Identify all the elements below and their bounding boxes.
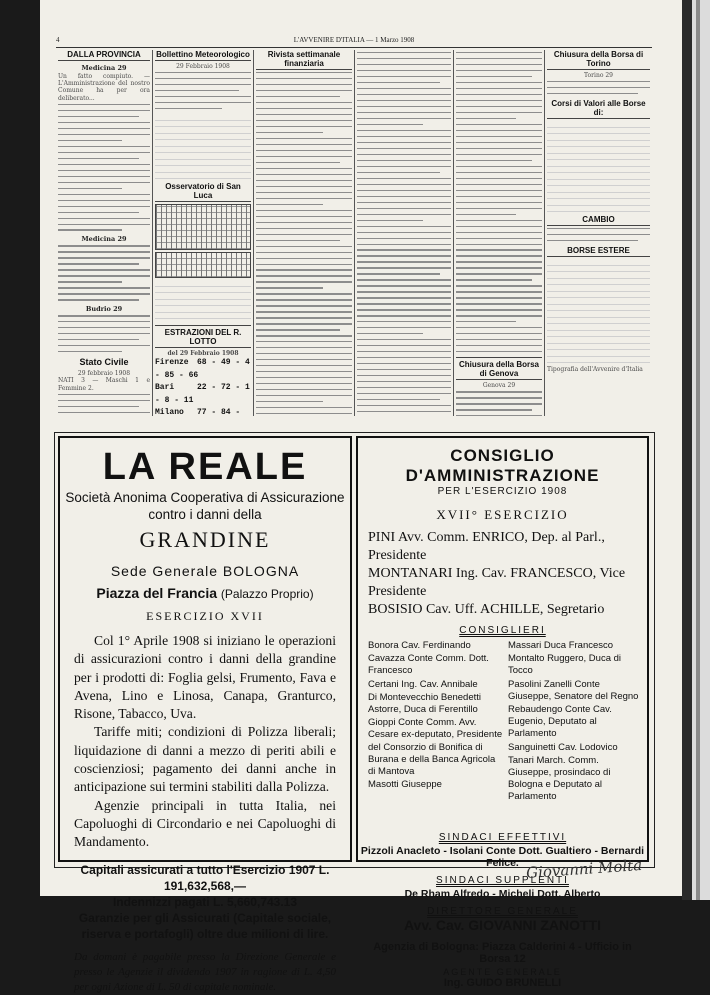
- lotto-title: ESTRAZIONI DEL R. LOTTO: [155, 325, 251, 348]
- column-meteo: [155, 50, 251, 416]
- page-header: [56, 36, 652, 46]
- member: Di Montevecchio Benedetti Astorre, Duca di Ferentillo: [368, 691, 482, 716]
- member: Rebaudengo Conte Cav. Eugenio, Deputato al Parlamento: [508, 704, 612, 740]
- page-number: 4: [56, 36, 60, 44]
- estere-title: BORSE ESTERE: [547, 246, 650, 257]
- consiglieri-list: [358, 640, 647, 826]
- consiglio-subtitle: PER L'ESERCIZIO 1908: [437, 486, 568, 497]
- lotto-row: Firenze 68 - 49 - 4 - 85 - 66: [155, 358, 250, 380]
- ad-paragraph-1: Col 1° Aprile 1908 si iniziano le operazioni di assicurazioni contro i danni della grandine per i prodotti di: Foglia gelsi, Frumento, Fava e Avena, Lino e Linosa, Canapa, Granturco, Risone, Tabacco, Uva.: [74, 633, 336, 722]
- meteo-table: [155, 114, 251, 179]
- ad-body: [60, 632, 350, 852]
- sindaci-names: Pizzoli Anacleto - Isolani Conte Dott. Gualtiero - Bernardi Felice.: [360, 845, 645, 869]
- ad-paragraph-3: Agenzie principali in tutta Italia, nei Capoluoghi di Circondario e nei Capoluoghi di Mandamento.: [74, 797, 336, 850]
- director-name: Avv. Cav. GIOVANNI ZANOTTI: [403, 917, 602, 933]
- member: Certani Ing. Cav. Annibale: [368, 678, 478, 690]
- ad-footnote: Da domani è pagabile presso la Direzione Generale e presso le Agenzie il dividendo 1907 in ragione di L. 4,50 per ogni Azione di L. 50 di capitale nominale.: [74, 950, 336, 993]
- supplenti-names: De Rham Alfredo - Micheli Dott. Alberto: [404, 888, 601, 900]
- agent-title: AGENTE GENERALE: [443, 967, 562, 977]
- consiglio-esercizio: XVII° ESERCIZIO: [436, 507, 569, 522]
- torino-date: Torino 29: [584, 72, 613, 79]
- member: Masotti Giuseppe: [368, 779, 442, 791]
- ad-la-reale: [58, 436, 352, 993]
- provincia-text-1: Un fatto compiuto. — L'Amministrazione del nostro Comune ha per ora deliberato...: [58, 73, 150, 102]
- consiglieri-left: [368, 640, 504, 792]
- member: Sanguinetti Cav. Lodovico: [508, 741, 618, 753]
- rivista-body-lines: [256, 72, 352, 416]
- running-title: L'AVVENIRE D'ITALIA — 1 Marzo 1908: [293, 36, 415, 44]
- member: Massari Duca Francesco: [508, 640, 614, 651]
- printer-line: Tipografia dell'Avvenire d'Italia: [547, 366, 643, 374]
- stato-civile-date: 29 febbraio 1908: [77, 370, 131, 378]
- meteo-title: Bollettino Meteorologico: [156, 50, 250, 59]
- ad-title: LA REALE: [102, 446, 308, 488]
- handwritten-signature: Giovanni Molta: [525, 855, 643, 883]
- consiglieri-title: CONSIGLIERI: [459, 625, 546, 636]
- ad-capital: Capitali assicurati a tutto l'Esercizio 1907 L. 191,632,568,—: [80, 862, 330, 893]
- provincia-section-2: Medicina 29: [81, 235, 127, 244]
- member: Montalto Ruggero, Duca di Tocco: [508, 653, 622, 677]
- corsi-table: [547, 121, 650, 212]
- column-borsa: [547, 50, 650, 416]
- lotto-row: Bari 22 - 72 - 1 - 8 - 11: [155, 383, 250, 405]
- provincia-title: DALLA PROVINCIA: [58, 50, 150, 61]
- agent-name: Ing. GUIDO BRUNELLI: [443, 977, 562, 989]
- provincia-body-lines: [58, 104, 150, 231]
- ad-against: contro i danni della: [148, 507, 262, 522]
- member: Tanari March. Comm. Giuseppe, prosindaco di Bologna e Deputato al Parlamento: [508, 754, 611, 803]
- agency-address: Agenzia di Bologna: Piazza Calderini 4 - Ufficio in Borsa 12: [373, 941, 632, 965]
- member: Pasolini Zanelli Conte Giuseppe, Senatore del Regno: [508, 678, 639, 702]
- consiglieri-right: [508, 640, 644, 805]
- ad-paragraph-2: Tariffe miti; condizioni di Polizza liberali; liquidazione di danni a mezzo di periti abili e coscienziosi; pagamento dei danni anche in anticipazione sui termini stabiliti dalla Polizza.: [74, 724, 336, 795]
- corsi-title: Corsi di Valori alle Borse di:: [547, 99, 650, 119]
- lotto-date: del 29 Febbraio 1908: [167, 350, 239, 358]
- officer-vice-president: MONTANARI Ing. Cav. FRANCESCO, Vice Presidente: [368, 566, 626, 599]
- estere-table: [547, 259, 650, 363]
- genova-title: Chiusura della Borsa di Genova: [456, 357, 542, 380]
- lotto-row: Milano 77 - 84 -: [155, 407, 241, 416]
- temperature-chart: [155, 204, 251, 250]
- ad-grandine: GRANDINE: [139, 527, 271, 552]
- consiglio-title: CONSIGLIO D'AMMINISTRAZIONE: [405, 446, 600, 485]
- member: Gioppi Conte Comm. Avv. Cesare ex-deputato, Presidente del Consorzio di Bonifica di Burana e della Banca Agricola di Mantova: [368, 717, 503, 778]
- observatory-title: Osservatorio di San Luca: [155, 182, 251, 202]
- stato-civile-births: NATI 3 — Maschi 1 e Femmine 2.: [58, 377, 150, 392]
- column-rivista: [256, 50, 352, 416]
- cambio-title: CAMBIO: [547, 215, 650, 226]
- genova-date: Genova 29: [482, 382, 516, 390]
- ad-esercizio: ESERCIZIO XVII: [146, 609, 264, 623]
- pressure-chart: [155, 252, 251, 278]
- column-text-5: [456, 50, 542, 416]
- ad-company: Società Anonima Cooperativa di Assicurazione: [65, 490, 345, 505]
- ad-guarantee: Garanzie per gli Assicurati (Capitale sociale, riserva e portafogli) oltre due milioni di lire.: [78, 910, 332, 941]
- sindaci-title: SINDACI EFFETTIVI: [438, 832, 567, 843]
- ad-sede: Sede Generale BOLOGNA: [110, 563, 300, 579]
- torino-title: Chiusura della Borsa di Torino: [547, 50, 650, 70]
- header-rule: [56, 47, 652, 48]
- scan-edge: [682, 0, 710, 900]
- column-provincia: [58, 50, 150, 416]
- provincia-section-3: Budrio 29: [85, 305, 123, 314]
- officers-list: [358, 529, 647, 619]
- director-title: DIRETTORE GENERALE: [427, 906, 578, 917]
- stato-civile-title: Stato Civile: [79, 357, 129, 368]
- member: Bonora Cav. Ferdinando: [368, 640, 471, 651]
- ad-indemnity: Indennizzi pagati L. 5,660,743.13: [112, 894, 298, 909]
- officer-secretary: BOSISIO Cav. Uff. ACHILLE, Segretario: [368, 602, 605, 617]
- supplenti-title: SINDACI SUPPLENTI: [436, 875, 569, 886]
- lotto-results: [155, 357, 251, 416]
- officer-president: PINI Avv. Comm. ENRICO, Dep. al Parl., Presidente: [368, 530, 605, 563]
- column-text-4: [357, 50, 451, 416]
- ad-piazza: Piazza del Francia (Palazzo Proprio): [96, 585, 314, 601]
- rivista-title: Rivista settimanale finanziaria: [256, 50, 352, 70]
- meteo-date: 29 Febbraio 1908: [176, 63, 230, 70]
- provincia-section-1: Medicina 29: [81, 64, 127, 72]
- member: Cavazza Conte Comm. Dott. Francesco: [368, 653, 489, 677]
